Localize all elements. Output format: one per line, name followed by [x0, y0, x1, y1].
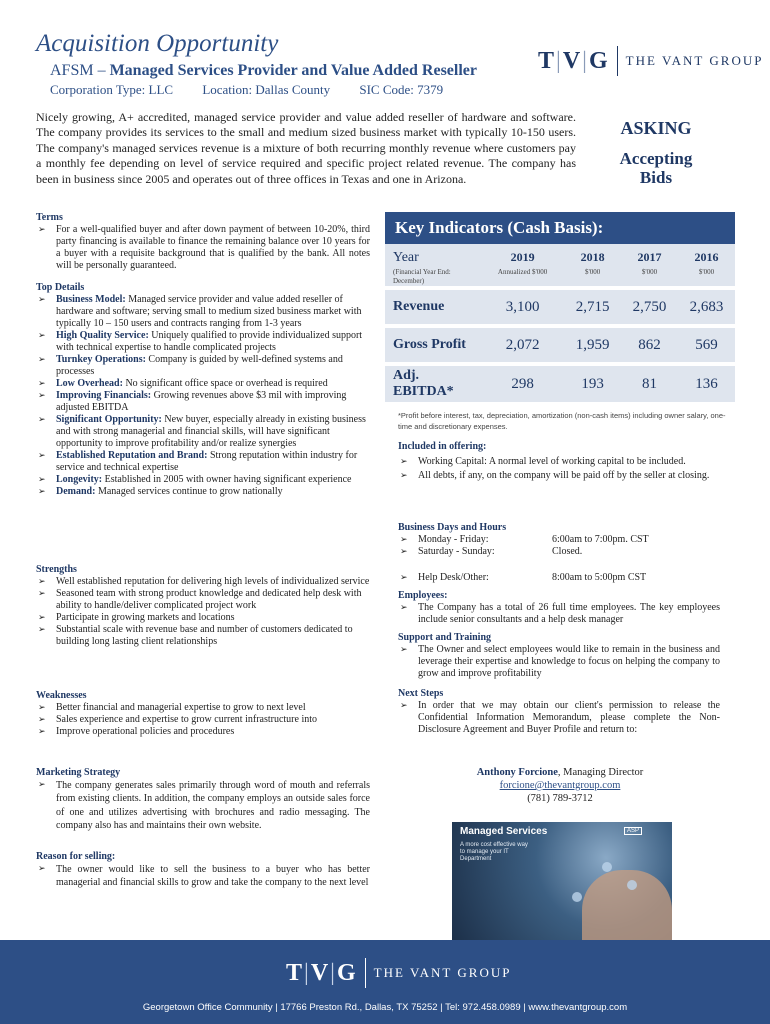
detail-text: Uniquely qualified to provide individualized support with technical expertise to handle complicated projects — [56, 330, 363, 353]
hours-time: Closed. — [552, 546, 583, 557]
managed-services-image — [452, 822, 672, 942]
table-cell: 2,715 — [564, 288, 621, 326]
hours-day: ➢ Saturday - Sunday: — [398, 546, 552, 558]
table-row — [385, 288, 735, 326]
logo-g: G — [588, 47, 609, 74]
table-cell: 298 — [481, 364, 564, 402]
detail-label: Business Model: — [56, 294, 126, 305]
list-item: ➢ Substantial scale with revenue base and number of customers dedicated to building long lasting client relationships — [36, 624, 370, 648]
detail-label: Improving Financials: — [56, 390, 152, 401]
page-title: Acquisition Opportunity — [36, 30, 279, 57]
weaknesses-section — [36, 690, 370, 738]
section-heading: Marketing Strategy — [36, 767, 121, 778]
list-item — [36, 354, 370, 378]
glow-dot — [602, 862, 612, 872]
logo-g: G — [336, 959, 357, 986]
year-unit: Annualized $'000 — [497, 268, 548, 276]
company-meta — [50, 82, 469, 98]
support-section — [398, 632, 720, 680]
marketing-section — [36, 766, 370, 832]
logo-v: V — [562, 47, 582, 74]
section-heading: Included in offering: — [398, 441, 487, 452]
year-unit: $'000 — [584, 268, 601, 276]
year-value: 2016 — [694, 250, 719, 264]
row-label: Adj. EBITDA* — [385, 364, 481, 402]
table-row — [385, 364, 735, 402]
list-item: ➢ The company generates sales primarily through word of mouth and referrals from existing clients. In addition, the company employs an outside sales force of one and utilizes advertising with brochures and radio messaging. The company also has and maintains their own website. — [36, 779, 370, 832]
year-value: 2019 — [510, 250, 535, 264]
corp-type: Corporation Type: LLC — [50, 82, 174, 97]
logo-v: V — [310, 959, 330, 986]
list-item: ➢ Working Capital: A normal level of working capital to be included. — [398, 455, 720, 470]
strengths-section — [36, 564, 370, 648]
section-heading: Reason for selling: — [36, 851, 116, 862]
image-tagline: A more cost effective way to manage your IT Department — [460, 842, 528, 862]
detail-text: Established in 2005 with owner having significant experience — [102, 474, 352, 485]
list-item: ➢ For a well-qualified buyer and after down payment of between 10-20%, third party financing is available to finance the remaining balance over 10 years for a buyer with a requisite background that is qualified by the bank. All notes will be personally guaranteed. — [36, 224, 370, 272]
detail-text: Company is guided by well-defined systems and processes — [56, 354, 343, 377]
table-cell: 569 — [678, 326, 735, 364]
section-heading: Business Days and Hours — [398, 522, 507, 533]
detail-label: Established Reputation and Brand: — [56, 450, 208, 461]
detail-label: Longevity: — [56, 474, 103, 485]
asking-value — [578, 149, 734, 187]
top-details-section — [36, 282, 370, 498]
list-item: ➢ Participate in growing markets and locations — [36, 612, 370, 624]
year-label-cell — [385, 244, 481, 288]
glow-dot — [572, 892, 582, 902]
list-item: ➢ The Owner and select employees would like to remain in the business and leverage their expertise and knowledge to focus on helping the company to grow and improve profitability — [398, 644, 720, 680]
next-steps-section — [398, 688, 720, 736]
glow-dot — [627, 880, 637, 890]
table-cell: 862 — [621, 326, 678, 364]
hours-day: ➢ Monday - Friday: — [398, 534, 552, 546]
table-cell: 81 — [621, 364, 678, 402]
detail-text: Managed services continue to grow nationally — [95, 486, 283, 497]
detail-label: Demand: — [56, 486, 96, 497]
table-cell: 1,959 — [564, 326, 621, 364]
row-label: Revenue — [385, 288, 481, 326]
detail-text: Managed service provider and value added reseller of hardware and software; serving small to medium sized business market with typically 10 – 150 users and contracts ranging from 1-3 years — [56, 294, 362, 329]
detail-label: Significant Opportunity: — [56, 414, 162, 425]
list-item — [36, 294, 370, 330]
year-cell — [678, 244, 735, 288]
table-cell: 3,100 — [481, 288, 564, 326]
table-cell: 2,750 — [621, 288, 678, 326]
section-heading: Strengths — [36, 564, 77, 575]
row-label: Gross Profit — [385, 326, 481, 364]
intro-paragraph: Nicely growing, A+ accredited, managed service provider and value added reseller of hardware and software. The company provides its services to the small and medium sized business market with typically 10-150 users. The company's managed services revenue is a mixture of both recurring monthly revenue where customers pay a monthly fee depending on level of service required and specific project related revenue. The company has been in business since 2005 and operates out of three offices in Texas and one in Arizona. — [36, 110, 576, 186]
section-heading: Support and Training — [398, 632, 492, 643]
list-item: ➢ All debts, if any, on the company will be paid off by the seller at closing. — [398, 469, 720, 484]
contact-name-line — [430, 766, 690, 779]
logo-divider — [617, 46, 618, 76]
subtitle-bold: Managed Services Provider and Value Added Reseller — [109, 62, 477, 79]
list-item — [36, 330, 370, 354]
section-heading: Next Steps — [398, 688, 444, 699]
year-value: 2017 — [637, 250, 662, 264]
year-cell — [564, 244, 621, 288]
hours-time: 8:00am to 5:00pm CST — [552, 572, 647, 583]
page-subtitle — [50, 62, 477, 80]
contact-email-link[interactable]: forcione@thevantgroup.com — [499, 780, 621, 791]
table-cell: 2,072 — [481, 326, 564, 364]
hours-day: ➢ Help Desk/Other: — [398, 572, 552, 584]
asking-box — [578, 110, 734, 210]
table-header-row — [385, 244, 735, 288]
contact-phone: (781) 789-3712 — [527, 793, 593, 804]
list-item: ➢ Improve operational policies and procedures — [36, 726, 370, 738]
contact-name: Anthony Forcione — [476, 767, 558, 778]
list-item: ➢ Sales experience and expertise to grow current infrastructure into — [36, 714, 370, 726]
logo-divider — [365, 958, 366, 988]
table-row — [385, 326, 735, 364]
hand-graphic — [582, 870, 672, 942]
business-hours-section — [398, 522, 720, 584]
list-item — [36, 414, 370, 450]
list-item — [36, 486, 370, 498]
asking-label: ASKING — [620, 118, 692, 138]
vant-group-logo — [538, 46, 763, 76]
logo-name: THE VANT GROUP — [373, 965, 512, 980]
section-heading: Employees: — [398, 590, 448, 601]
year-cell — [621, 244, 678, 288]
footer — [0, 940, 770, 1024]
ebitda-footnote: *Profit before interest, tax, depreciation, amortization (non-cash items) including owner salary, one-time and discretionary expenses. — [398, 411, 726, 431]
logo-t: T — [286, 959, 304, 986]
list-item: ➢ Well established reputation for delivering high levels of individualized service — [36, 576, 370, 588]
list-item — [36, 390, 370, 414]
asking-value-line1: Accepting — [619, 149, 693, 168]
section-heading: Terms — [36, 212, 63, 223]
key-indicators-table — [385, 244, 735, 402]
employees-section — [398, 590, 720, 626]
detail-label: Turnkey Operations: — [56, 354, 146, 365]
reason-section — [36, 850, 370, 890]
year-unit: $'000 — [698, 268, 715, 276]
section-heading: Weaknesses — [36, 690, 87, 701]
detail-label: Low Overhead: — [56, 378, 123, 389]
logo-mark: T|V|G — [286, 959, 357, 986]
list-item — [36, 474, 370, 486]
sic-code: SIC Code: 7379 — [359, 82, 444, 97]
list-item: ➢ In order that we may obtain our client's permission to release the Confidential Information Memorandum, please complete the Non-Disclosure Agreement and Buyer Profile and return to: — [398, 700, 720, 736]
list-item — [36, 378, 370, 390]
hours-time: 6:00am to 7:00pm. CST — [552, 534, 649, 545]
footer-address: Georgetown Office Community | 17766 Preston Rd., Dallas, TX 75252 | Tel: 972.458.0989 | www.thevantgroup.com — [142, 1002, 628, 1013]
key-indicators-heading: Key Indicators (Cash Basis): — [385, 212, 735, 244]
year-note: (Financial Year End: December) — [393, 268, 451, 285]
image-badge: ASP — [624, 827, 642, 835]
logo-t: T — [538, 47, 556, 74]
logo-name: THE VANT GROUP — [625, 53, 764, 68]
year-unit: $'000 — [641, 268, 658, 276]
table-cell: 2,683 — [678, 288, 735, 326]
detail-text: No significant office space or overhead is required — [122, 378, 328, 389]
contact-block — [430, 766, 690, 805]
year-value: 2018 — [580, 250, 605, 264]
contact-title: , Managing Director — [557, 767, 644, 778]
year-label: Year — [393, 250, 419, 265]
included-section — [398, 440, 720, 484]
terms-section — [36, 212, 370, 272]
table-cell: 136 — [678, 364, 735, 402]
list-item: ➢ The Company has a total of 26 full time employees. The key employees include senior consultants and a help desk manager — [398, 602, 720, 626]
list-item: ➢ The owner would like to sell the business to a buyer who has better managerial and financial skills to grow and take the company to the next level — [36, 863, 370, 889]
detail-text: Growing revenues above $3 mil with improving adjusted EBITDA — [56, 390, 347, 413]
detail-label: High Quality Service: — [56, 330, 149, 341]
detail-text: New buyer, especially already in existing business and with strong managerial and financial skills, will have significant opportunity to improve profitability and/or realize synergies — [56, 414, 366, 449]
year-cell — [481, 244, 564, 288]
key-indicators-panel — [385, 212, 735, 402]
section-heading: Top Details — [36, 282, 85, 293]
list-item: ➢ Better financial and managerial expertise to grow to next level — [36, 702, 370, 714]
image-title: Managed Services — [460, 826, 548, 837]
list-item — [36, 450, 370, 474]
vant-group-logo — [286, 958, 511, 988]
location: Location: Dallas County — [202, 82, 331, 97]
logo-mark: T|V|G — [538, 47, 609, 74]
table-cell: 193 — [564, 364, 621, 402]
asking-value-line2: Bids — [639, 168, 673, 187]
list-item: ➢ Seasoned team with strong product knowledge and dedicated help desk with ability to handle/deliver complicated project work — [36, 588, 370, 612]
subtitle-prefix: AFSM – — [50, 62, 110, 79]
detail-text: Strong reputation within industry for service and technical expertise — [56, 450, 358, 473]
